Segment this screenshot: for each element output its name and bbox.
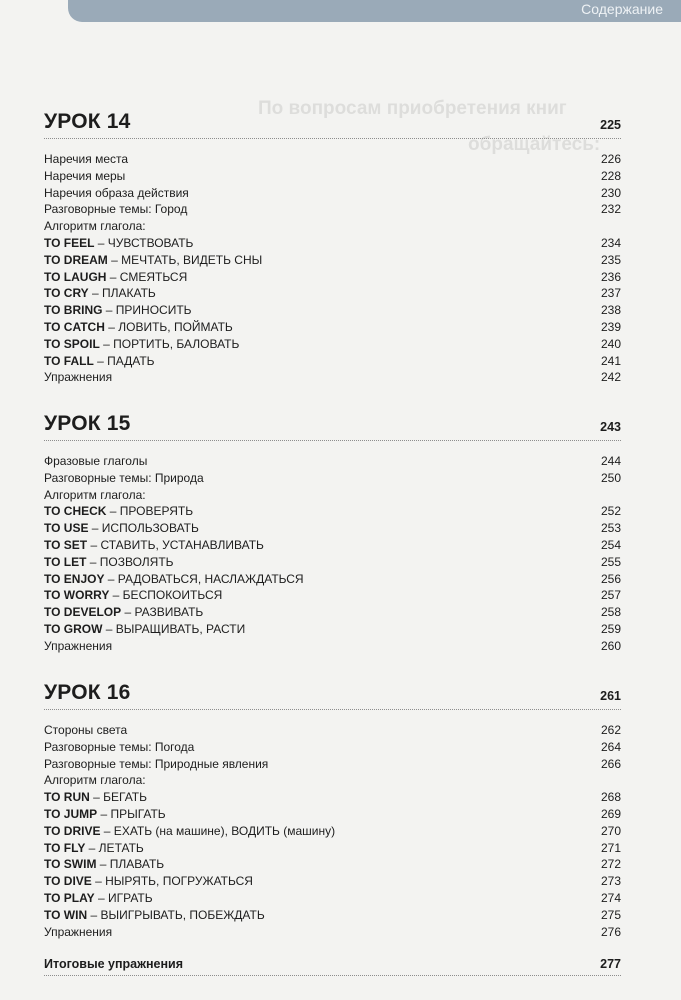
toc-entry [44, 235, 621, 252]
entry-page-number: 232 [600, 202, 621, 217]
toc-entry [44, 503, 621, 520]
entry-text: Алгоритм глагола: [44, 773, 146, 788]
verb-label: TO FEEL [44, 235, 95, 250]
entry-text: – ИГРАТЬ [94, 890, 153, 905]
final-exercises-page: 277 [600, 957, 621, 971]
toc-entry [44, 789, 621, 806]
entry-page-number: 234 [600, 235, 621, 250]
entry-page-number: 273 [600, 874, 621, 889]
entry-text: Упражнения [44, 638, 113, 653]
toc-entry [44, 252, 621, 269]
verb-label: TO DREAM [44, 252, 108, 267]
entry-page-number: 239 [600, 319, 621, 334]
toc-entry [44, 353, 621, 370]
entry-text: – СТАВИТЬ, УСТАНАВЛИВАТЬ [87, 537, 264, 552]
entry-page-number: 266 [600, 756, 621, 771]
dotted-rule [44, 975, 621, 976]
verb-label: TO CRY [44, 286, 89, 301]
entry-page-number: 235 [600, 252, 621, 267]
toc-entry [44, 907, 621, 924]
entry-text: – ВЫРАЩИВАТЬ, РАСТИ [102, 621, 246, 636]
entry-page-number: 254 [600, 537, 621, 552]
entry-page-number: 269 [600, 806, 621, 821]
entry-page-number: 237 [600, 286, 621, 301]
verb-label: TO SET [44, 537, 88, 552]
entry-text: Разговорные темы: Природа [44, 470, 204, 485]
entry-page-number: 272 [600, 857, 621, 872]
entry-text: – ПРИНОСИТЬ [102, 303, 192, 318]
entry-text: Разговорные темы: Погода [44, 739, 195, 754]
entry-text: Наречия образа действия [44, 185, 189, 200]
toc-entry [44, 873, 621, 890]
entry-text: Наречия места [44, 152, 129, 166]
entry-text: Фразовые глаголы [44, 454, 148, 468]
lesson-page-number: 261 [600, 689, 621, 703]
dotted-rule [44, 709, 621, 710]
verb-label: TO DRIVE [44, 823, 101, 838]
lesson-header [44, 410, 621, 440]
entry-text: – НЫРЯТЬ, ПОГРУЖАТЬСЯ [91, 874, 253, 889]
entry-page-number: 264 [600, 739, 621, 754]
toc-entry [44, 890, 621, 907]
entry-list [44, 151, 621, 386]
entry-text: – ИСПОЛЬЗОВАТЬ [88, 521, 199, 536]
entry-page-number: 259 [600, 621, 621, 636]
verb-label: TO JUMP [44, 806, 98, 821]
verb-label: TO DIVE [44, 874, 92, 889]
toc-entry [44, 840, 621, 857]
entry-page-number: 275 [600, 907, 621, 922]
entry-text: – БЕГАТЬ [89, 790, 147, 805]
entry-text: Разговорные темы: Природные явления [44, 756, 269, 771]
lesson-14-section [44, 108, 621, 386]
toc-entry [44, 168, 621, 185]
verb-label: TO BRING [44, 303, 103, 318]
entry-text: – ЕХАТЬ (на машине), ВОДИТЬ (машину) [100, 823, 336, 838]
entry-page-number: 260 [600, 638, 621, 653]
toc-entry [44, 856, 621, 873]
toc-entry [44, 285, 621, 302]
verb-label: TO GROW [44, 621, 103, 636]
lesson-16-section [44, 679, 621, 940]
toc-entry [44, 151, 621, 168]
toc-entry [44, 806, 621, 823]
entry-page-number: 257 [600, 588, 621, 603]
header-tab [68, 0, 681, 22]
dotted-rule [44, 440, 621, 441]
bleed-through-text: По вопросам приобретения книг [258, 98, 567, 119]
entry-page-number: 256 [600, 571, 621, 586]
lesson-title: УРОК 14 [44, 110, 131, 133]
entry-text: – ЛОВИТЬ, ПОЙМАТЬ [104, 319, 233, 334]
lesson-page-number: 243 [600, 420, 621, 434]
entry-text: – МЕЧТАТЬ, ВИДЕТЬ СНЫ [107, 252, 263, 267]
toc-entry [44, 201, 621, 218]
entry-text: – ПОЗВОЛЯТЬ [86, 554, 174, 569]
toc-entry [44, 269, 621, 286]
entry-page-number: 236 [600, 269, 621, 284]
header-title: Содержание [581, 1, 663, 17]
toc-entry [44, 453, 621, 470]
entry-text: Наречия меры [44, 168, 126, 183]
entry-page-number: 230 [600, 185, 621, 200]
entry-text: – ПЛАВАТЬ [96, 857, 165, 872]
entry-text: – ПЛАКАТЬ [88, 286, 156, 301]
entry-page-number: 252 [600, 504, 621, 519]
toc-entry [44, 336, 621, 353]
lesson-header [44, 108, 621, 138]
entry-page-number: 253 [600, 521, 621, 536]
entry-page-number: 268 [600, 790, 621, 805]
entry-text: – ЧУВСТВОВАТЬ [94, 235, 194, 250]
entry-list [44, 722, 621, 940]
lesson-title: УРОК 15 [44, 412, 131, 435]
toc-entry [44, 739, 621, 756]
verb-label: TO ENJOY [44, 571, 105, 586]
toc-entry [44, 554, 621, 571]
entry-page-number: 240 [600, 336, 621, 351]
verb-label: TO SPOIL [44, 336, 100, 351]
toc-entry [44, 319, 621, 336]
entry-text: – РАЗВИВАТЬ [121, 605, 204, 620]
entry-page-number: 242 [600, 370, 621, 385]
final-exercises-label: Итоговые упражнения [44, 957, 184, 971]
toc-entry [44, 772, 621, 789]
verb-label: TO FLY [44, 840, 86, 855]
verb-label: TO CATCH [44, 319, 105, 334]
entry-text: – ВЫИГРЫВАТЬ, ПОБЕЖДАТЬ [87, 907, 265, 922]
toc-entry [44, 520, 621, 537]
entry-text: Алгоритм глагола: [44, 219, 146, 234]
toc-entry [44, 470, 621, 487]
lesson-header [44, 679, 621, 709]
entry-text: – ПРЫГАТЬ [97, 806, 166, 821]
verb-label: TO SWIM [44, 857, 97, 872]
toc-entry [44, 924, 621, 941]
toc-entry [44, 487, 621, 504]
entry-text: – БЕСПОКОИТЬСЯ [109, 588, 223, 603]
toc-entry [44, 369, 621, 386]
toc-entry [44, 756, 621, 773]
toc-entry [44, 587, 621, 604]
toc-entry [44, 604, 621, 621]
entry-page-number: 241 [600, 353, 621, 368]
verb-label: TO CHECK [44, 504, 107, 519]
entry-page-number: 271 [600, 840, 621, 855]
entry-text: – СМЕЯТЬСЯ [106, 269, 188, 284]
entry-page-number: 270 [600, 823, 621, 838]
verb-label: TO WIN [44, 907, 88, 922]
verb-label: TO PLAY [44, 890, 95, 905]
toc-entry [44, 621, 621, 638]
entry-text: Стороны света [44, 723, 128, 737]
toc-entry [44, 638, 621, 655]
verb-label: TO LAUGH [44, 269, 107, 284]
toc-entry [44, 571, 621, 588]
entry-text: Алгоритм глагола: [44, 487, 146, 502]
verb-label: TO USE [44, 521, 89, 536]
entry-text: Разговорные темы: Город [44, 202, 188, 217]
entry-page-number: 238 [600, 303, 621, 318]
entry-text: – ПАДАТЬ [93, 353, 155, 368]
lesson-page-number: 225 [600, 118, 621, 132]
entry-text: Упражнения [44, 370, 113, 385]
toc-entry [44, 302, 621, 319]
verb-label: TO DEVELOP [44, 605, 122, 620]
dotted-rule [44, 138, 621, 139]
entry-text: Упражнения [44, 924, 113, 939]
entry-page-number: 258 [600, 605, 621, 620]
verb-label: TO FALL [44, 353, 94, 368]
entry-text: – РАДОВАТЬСЯ, НАСЛАЖДАТЬСЯ [104, 571, 304, 586]
lesson-title: УРОК 16 [44, 681, 131, 704]
verb-label: TO LET [44, 554, 87, 569]
verb-label: TO RUN [44, 790, 90, 805]
entry-text: – ПРОВЕРЯТЬ [106, 504, 194, 519]
entry-page-number: 274 [600, 890, 621, 905]
toc-entry [44, 185, 621, 202]
entry-text: – ЛЕТАТЬ [85, 840, 144, 855]
entry-page-number: 250 [600, 470, 621, 485]
entry-page-number: 276 [600, 924, 621, 939]
toc-entry [44, 823, 621, 840]
entry-page-number: 255 [600, 554, 621, 569]
lesson-15-section [44, 410, 621, 655]
final-exercises-row [44, 956, 621, 976]
verb-label: TO WORRY [44, 588, 110, 603]
bleed-through-text: обращайтесь: [468, 134, 601, 155]
entry-page-number: 262 [600, 723, 621, 737]
toc-entry [44, 218, 621, 235]
toc-entry [44, 722, 621, 739]
toc-entry [44, 537, 621, 554]
entry-page-number: 244 [600, 454, 621, 468]
entry-text: – ПОРТИТЬ, БАЛОВАТЬ [99, 336, 240, 351]
entry-list [44, 453, 621, 655]
entry-page-number: 226 [600, 152, 621, 166]
entry-page-number: 228 [600, 168, 621, 183]
